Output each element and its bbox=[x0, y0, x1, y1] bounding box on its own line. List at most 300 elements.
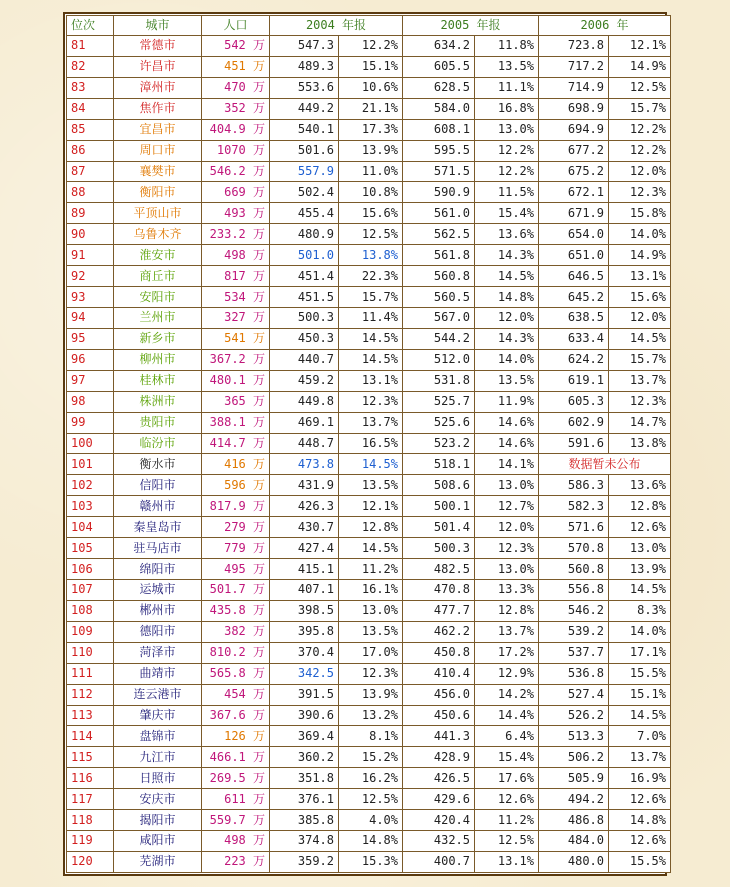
city-cell: 焦作市 bbox=[114, 98, 202, 119]
table-row bbox=[67, 810, 671, 831]
rank-cell: 105 bbox=[67, 538, 114, 559]
gdp-2004-cell: 540.1 bbox=[270, 119, 339, 140]
growth-2005-cell: 11.2% bbox=[475, 810, 539, 831]
city-cell: 日照市 bbox=[114, 768, 202, 789]
growth-2005-cell: 13.0% bbox=[475, 119, 539, 140]
growth-2005-cell: 12.9% bbox=[475, 663, 539, 684]
growth-2004-cell: 17.3% bbox=[339, 119, 403, 140]
city-cell: 德阳市 bbox=[114, 621, 202, 642]
rank-cell: 119 bbox=[67, 831, 114, 852]
growth-2005-cell: 12.7% bbox=[475, 496, 539, 517]
gdp-2006-cell: 723.8 bbox=[539, 36, 609, 57]
growth-2004-cell: 13.9% bbox=[339, 140, 403, 161]
gdp-2006-cell: 717.2 bbox=[539, 56, 609, 77]
table-row bbox=[67, 391, 671, 412]
growth-2004-cell: 14.5% bbox=[339, 454, 403, 475]
city-cell: 安庆市 bbox=[114, 789, 202, 810]
gdp-2006-cell: 591.6 bbox=[539, 433, 609, 454]
population-cell: 495 万 bbox=[202, 559, 270, 580]
city-header: 城市 bbox=[114, 16, 202, 36]
population-cell: 810.2 万 bbox=[202, 642, 270, 663]
growth-2005-cell: 14.5% bbox=[475, 266, 539, 287]
city-cell: 芜湖市 bbox=[114, 851, 202, 872]
table-row bbox=[67, 140, 671, 161]
city-cell: 驻马店市 bbox=[114, 538, 202, 559]
growth-2004-cell: 13.5% bbox=[339, 475, 403, 496]
rank-cell: 101 bbox=[67, 454, 114, 475]
rank-cell: 103 bbox=[67, 496, 114, 517]
growth-2005-cell: 12.6% bbox=[475, 789, 539, 810]
population-cell: 498 万 bbox=[202, 245, 270, 266]
rank-cell: 112 bbox=[67, 684, 114, 705]
gdp-2004-cell: 415.1 bbox=[270, 559, 339, 580]
rank-cell: 111 bbox=[67, 663, 114, 684]
table-row bbox=[67, 433, 671, 454]
rank-cell: 88 bbox=[67, 182, 114, 203]
table-row bbox=[67, 77, 671, 98]
gdp-2006-cell: 480.0 bbox=[539, 851, 609, 872]
rank-cell: 117 bbox=[67, 789, 114, 810]
gdp-2004-cell: 374.8 bbox=[270, 831, 339, 852]
gdp-2006-cell: 539.2 bbox=[539, 621, 609, 642]
growth-2006-cell: 15.8% bbox=[609, 203, 671, 224]
table-row bbox=[67, 579, 671, 600]
gdp-2004-cell: 369.4 bbox=[270, 726, 339, 747]
rank-cell: 94 bbox=[67, 307, 114, 328]
growth-2006-cell: 14.7% bbox=[609, 412, 671, 433]
gdp-2006-cell: 645.2 bbox=[539, 287, 609, 308]
growth-2006-cell: 13.9% bbox=[609, 559, 671, 580]
population-cell: 269.5 万 bbox=[202, 768, 270, 789]
growth-2005-cell: 12.0% bbox=[475, 307, 539, 328]
population-cell: 493 万 bbox=[202, 203, 270, 224]
growth-2005-cell: 12.5% bbox=[475, 831, 539, 852]
growth-2004-cell: 11.0% bbox=[339, 161, 403, 182]
gdp-2005-cell: 420.4 bbox=[403, 810, 475, 831]
growth-2005-cell: 12.2% bbox=[475, 161, 539, 182]
growth-2005-cell: 15.4% bbox=[475, 747, 539, 768]
growth-2006-cell: 15.1% bbox=[609, 684, 671, 705]
population-cell: 542 万 bbox=[202, 36, 270, 57]
gdp-2004-cell: 390.6 bbox=[270, 705, 339, 726]
gdp-2005-cell: 590.9 bbox=[403, 182, 475, 203]
city-gdp-ranking-table-frame bbox=[63, 12, 667, 876]
city-cell: 菏泽市 bbox=[114, 642, 202, 663]
gdp-2006-cell: 570.8 bbox=[539, 538, 609, 559]
gdp-2005-cell: 562.5 bbox=[403, 224, 475, 245]
city-cell: 曲靖市 bbox=[114, 663, 202, 684]
growth-2005-cell: 17.2% bbox=[475, 642, 539, 663]
growth-2006-cell: 13.0% bbox=[609, 538, 671, 559]
city-cell: 九江市 bbox=[114, 747, 202, 768]
growth-2006-cell: 13.1% bbox=[609, 266, 671, 287]
city-cell: 盘锦市 bbox=[114, 726, 202, 747]
table-row bbox=[67, 245, 671, 266]
gdp-2004-cell: 501.0 bbox=[270, 245, 339, 266]
population-cell: 498 万 bbox=[202, 831, 270, 852]
table-row bbox=[67, 538, 671, 559]
rank-cell: 81 bbox=[67, 36, 114, 57]
table-row bbox=[67, 621, 671, 642]
table-row bbox=[67, 182, 671, 203]
growth-2006-cell: 12.6% bbox=[609, 517, 671, 538]
gdp-2004-cell: 455.4 bbox=[270, 203, 339, 224]
population-cell: 454 万 bbox=[202, 684, 270, 705]
city-cell: 兰州市 bbox=[114, 307, 202, 328]
rank-header: 位次 bbox=[67, 16, 114, 36]
header-row bbox=[67, 16, 671, 36]
city-cell: 新乡市 bbox=[114, 328, 202, 349]
growth-2004-cell: 16.2% bbox=[339, 768, 403, 789]
city-cell: 秦皇岛市 bbox=[114, 517, 202, 538]
rank-cell: 109 bbox=[67, 621, 114, 642]
gdp-2004-cell: 360.2 bbox=[270, 747, 339, 768]
population-cell: 223 万 bbox=[202, 851, 270, 872]
gdp-2006-cell: 586.3 bbox=[539, 475, 609, 496]
city-cell: 肇庆市 bbox=[114, 705, 202, 726]
population-cell: 126 万 bbox=[202, 726, 270, 747]
gdp-2004-cell: 398.5 bbox=[270, 600, 339, 621]
gdp-2005-cell: 525.6 bbox=[403, 412, 475, 433]
gdp-2005-cell: 500.3 bbox=[403, 538, 475, 559]
growth-2005-cell: 12.0% bbox=[475, 517, 539, 538]
population-cell: 233.2 万 bbox=[202, 224, 270, 245]
gdp-2005-cell: 500.1 bbox=[403, 496, 475, 517]
population-cell: 817 万 bbox=[202, 266, 270, 287]
table-row bbox=[67, 307, 671, 328]
growth-2005-cell: 17.6% bbox=[475, 768, 539, 789]
table-body bbox=[67, 36, 671, 873]
growth-2005-cell: 11.5% bbox=[475, 182, 539, 203]
population-cell: 435.8 万 bbox=[202, 600, 270, 621]
table-row bbox=[67, 705, 671, 726]
rank-cell: 97 bbox=[67, 370, 114, 391]
population-cell: 501.7 万 bbox=[202, 579, 270, 600]
gdp-2004-cell: 469.1 bbox=[270, 412, 339, 433]
gdp-2004-cell: 489.3 bbox=[270, 56, 339, 77]
gdp-2004-cell: 351.8 bbox=[270, 768, 339, 789]
table-row bbox=[67, 454, 671, 475]
table-row bbox=[67, 119, 671, 140]
growth-2005-cell: 14.1% bbox=[475, 454, 539, 475]
growth-2004-cell: 12.5% bbox=[339, 224, 403, 245]
growth-2004-cell: 11.4% bbox=[339, 307, 403, 328]
growth-2005-cell: 12.2% bbox=[475, 140, 539, 161]
growth-2004-cell: 12.5% bbox=[339, 789, 403, 810]
gdp-2005-cell: 544.2 bbox=[403, 328, 475, 349]
rank-cell: 92 bbox=[67, 266, 114, 287]
table-row bbox=[67, 203, 671, 224]
gdp-2005-cell: 450.8 bbox=[403, 642, 475, 663]
table-row bbox=[67, 496, 671, 517]
growth-2006-cell: 12.1% bbox=[609, 36, 671, 57]
city-cell: 衡阳市 bbox=[114, 182, 202, 203]
growth-2004-cell: 15.6% bbox=[339, 203, 403, 224]
rank-cell: 110 bbox=[67, 642, 114, 663]
growth-2005-cell: 14.6% bbox=[475, 412, 539, 433]
gdp-2005-cell: 560.5 bbox=[403, 287, 475, 308]
growth-2004-cell: 16.1% bbox=[339, 579, 403, 600]
growth-2004-cell: 15.7% bbox=[339, 287, 403, 308]
growth-2005-cell: 15.4% bbox=[475, 203, 539, 224]
gdp-2006-cell: 582.3 bbox=[539, 496, 609, 517]
population-cell: 416 万 bbox=[202, 454, 270, 475]
growth-2005-cell: 14.6% bbox=[475, 433, 539, 454]
population-cell: 480.1 万 bbox=[202, 370, 270, 391]
population-cell: 596 万 bbox=[202, 475, 270, 496]
gdp-2005-cell: 531.8 bbox=[403, 370, 475, 391]
growth-2005-cell: 11.9% bbox=[475, 391, 539, 412]
rank-cell: 100 bbox=[67, 433, 114, 454]
growth-2006-cell: 13.7% bbox=[609, 747, 671, 768]
city-cell: 柳州市 bbox=[114, 349, 202, 370]
population-cell: 404.9 万 bbox=[202, 119, 270, 140]
city-cell: 淮安市 bbox=[114, 245, 202, 266]
growth-2006-cell: 8.3% bbox=[609, 600, 671, 621]
table-row bbox=[67, 349, 671, 370]
growth-2005-cell: 13.3% bbox=[475, 579, 539, 600]
growth-2006-cell: 15.7% bbox=[609, 349, 671, 370]
gdp-2004-cell: 342.5 bbox=[270, 663, 339, 684]
rank-cell: 95 bbox=[67, 328, 114, 349]
table-row bbox=[67, 684, 671, 705]
growth-2005-cell: 13.5% bbox=[475, 370, 539, 391]
gdp-2006-cell: 633.4 bbox=[539, 328, 609, 349]
gdp-2005-cell: 477.7 bbox=[403, 600, 475, 621]
population-cell: 541 万 bbox=[202, 328, 270, 349]
rank-cell: 89 bbox=[67, 203, 114, 224]
growth-2004-cell: 14.5% bbox=[339, 538, 403, 559]
rank-cell: 118 bbox=[67, 810, 114, 831]
city-cell: 常德市 bbox=[114, 36, 202, 57]
population-cell: 779 万 bbox=[202, 538, 270, 559]
growth-2006-cell: 12.3% bbox=[609, 182, 671, 203]
growth-2006-cell: 7.0% bbox=[609, 726, 671, 747]
gdp-2006-cell: 677.2 bbox=[539, 140, 609, 161]
growth-2004-cell: 12.3% bbox=[339, 391, 403, 412]
growth-2004-cell: 13.7% bbox=[339, 412, 403, 433]
gdp-2004-cell: 359.2 bbox=[270, 851, 339, 872]
table-row bbox=[67, 851, 671, 872]
gdp-2004-cell: 501.6 bbox=[270, 140, 339, 161]
growth-2006-cell: 14.0% bbox=[609, 621, 671, 642]
gdp-2006-cell: 654.0 bbox=[539, 224, 609, 245]
year-2004-header: 2004 年报 bbox=[270, 16, 403, 36]
gdp-2005-cell: 470.8 bbox=[403, 579, 475, 600]
population-cell: 367.2 万 bbox=[202, 349, 270, 370]
city-cell: 乌鲁木齐 bbox=[114, 224, 202, 245]
population-cell: 470 万 bbox=[202, 77, 270, 98]
city-cell: 襄樊市 bbox=[114, 161, 202, 182]
gdp-2006-cell: 556.8 bbox=[539, 579, 609, 600]
growth-2006-cell: 16.9% bbox=[609, 768, 671, 789]
growth-2005-cell: 13.6% bbox=[475, 224, 539, 245]
gdp-2005-cell: 456.0 bbox=[403, 684, 475, 705]
growth-2004-cell: 11.2% bbox=[339, 559, 403, 580]
population-cell: 817.9 万 bbox=[202, 496, 270, 517]
gdp-2006-cell: 602.9 bbox=[539, 412, 609, 433]
city-cell: 商丘市 bbox=[114, 266, 202, 287]
population-cell: 279 万 bbox=[202, 517, 270, 538]
gdp-2004-cell: 430.7 bbox=[270, 517, 339, 538]
gdp-2005-cell: 428.9 bbox=[403, 747, 475, 768]
gdp-2004-cell: 557.9 bbox=[270, 161, 339, 182]
gdp-2005-cell: 571.5 bbox=[403, 161, 475, 182]
growth-2004-cell: 15.2% bbox=[339, 747, 403, 768]
population-cell: 382 万 bbox=[202, 621, 270, 642]
gdp-2006-cell: 675.2 bbox=[539, 161, 609, 182]
growth-2004-cell: 16.5% bbox=[339, 433, 403, 454]
gdp-2005-cell: 512.0 bbox=[403, 349, 475, 370]
gdp-2006-cell: 513.3 bbox=[539, 726, 609, 747]
gdp-2005-cell: 634.2 bbox=[403, 36, 475, 57]
gdp-2006-cell: 494.2 bbox=[539, 789, 609, 810]
gdp-2004-cell: 427.4 bbox=[270, 538, 339, 559]
table-row bbox=[67, 475, 671, 496]
growth-2005-cell: 14.3% bbox=[475, 245, 539, 266]
rank-cell: 83 bbox=[67, 77, 114, 98]
gdp-2006-cell: 526.2 bbox=[539, 705, 609, 726]
rank-cell: 85 bbox=[67, 119, 114, 140]
growth-2004-cell: 22.3% bbox=[339, 266, 403, 287]
city-cell: 临汾市 bbox=[114, 433, 202, 454]
gdp-2006-cell: 651.0 bbox=[539, 245, 609, 266]
growth-2006-cell: 17.1% bbox=[609, 642, 671, 663]
growth-2004-cell: 14.5% bbox=[339, 349, 403, 370]
growth-2004-cell: 15.1% bbox=[339, 56, 403, 77]
population-cell: 669 万 bbox=[202, 182, 270, 203]
gdp-2005-cell: 482.5 bbox=[403, 559, 475, 580]
city-cell: 桂林市 bbox=[114, 370, 202, 391]
rank-cell: 99 bbox=[67, 412, 114, 433]
table-row bbox=[67, 98, 671, 119]
table-row bbox=[67, 747, 671, 768]
growth-2004-cell: 13.9% bbox=[339, 684, 403, 705]
growth-2006-cell: 12.3% bbox=[609, 391, 671, 412]
city-cell: 宜昌市 bbox=[114, 119, 202, 140]
growth-2005-cell: 13.1% bbox=[475, 851, 539, 872]
year-2006-header: 2006 年 bbox=[539, 16, 671, 36]
gdp-2005-cell: 567.0 bbox=[403, 307, 475, 328]
city-cell: 安阳市 bbox=[114, 287, 202, 308]
gdp-2004-cell: 449.8 bbox=[270, 391, 339, 412]
gdp-2005-cell: 450.6 bbox=[403, 705, 475, 726]
growth-2004-cell: 14.8% bbox=[339, 831, 403, 852]
gdp-2006-cell: 714.9 bbox=[539, 77, 609, 98]
city-cell: 信阳市 bbox=[114, 475, 202, 496]
growth-2004-cell: 13.0% bbox=[339, 600, 403, 621]
growth-2006-cell: 12.8% bbox=[609, 496, 671, 517]
gdp-2005-cell: 560.8 bbox=[403, 266, 475, 287]
population-cell: 1070 万 bbox=[202, 140, 270, 161]
gdp-2006-cell: 646.5 bbox=[539, 266, 609, 287]
gdp-2004-cell: 370.4 bbox=[270, 642, 339, 663]
city-cell: 平顶山市 bbox=[114, 203, 202, 224]
rank-cell: 108 bbox=[67, 600, 114, 621]
rank-cell: 120 bbox=[67, 851, 114, 872]
gdp-2004-cell: 391.5 bbox=[270, 684, 339, 705]
growth-2005-cell: 6.4% bbox=[475, 726, 539, 747]
gdp-2005-cell: 605.5 bbox=[403, 56, 475, 77]
gdp-2005-cell: 628.5 bbox=[403, 77, 475, 98]
population-header: 人口 bbox=[202, 16, 270, 36]
growth-2005-cell: 13.0% bbox=[475, 475, 539, 496]
rank-cell: 90 bbox=[67, 224, 114, 245]
gdp-2005-cell: 525.7 bbox=[403, 391, 475, 412]
gdp-2004-cell: 376.1 bbox=[270, 789, 339, 810]
growth-2005-cell: 11.8% bbox=[475, 36, 539, 57]
table-row bbox=[67, 161, 671, 182]
population-cell: 546.2 万 bbox=[202, 161, 270, 182]
gdp-2006-cell: 571.6 bbox=[539, 517, 609, 538]
growth-2005-cell: 13.0% bbox=[475, 559, 539, 580]
gdp-2005-cell: 608.1 bbox=[403, 119, 475, 140]
growth-2004-cell: 12.2% bbox=[339, 36, 403, 57]
rank-cell: 102 bbox=[67, 475, 114, 496]
city-cell: 连云港市 bbox=[114, 684, 202, 705]
gdp-2004-cell: 431.9 bbox=[270, 475, 339, 496]
gdp-2006-cell: 694.9 bbox=[539, 119, 609, 140]
gdp-2004-cell: 449.2 bbox=[270, 98, 339, 119]
growth-2006-cell: 13.7% bbox=[609, 370, 671, 391]
gdp-2005-cell: 400.7 bbox=[403, 851, 475, 872]
gdp-2005-cell: 523.2 bbox=[403, 433, 475, 454]
growth-2004-cell: 15.3% bbox=[339, 851, 403, 872]
population-cell: 388.1 万 bbox=[202, 412, 270, 433]
growth-2006-cell: 14.9% bbox=[609, 245, 671, 266]
population-cell: 414.7 万 bbox=[202, 433, 270, 454]
table-row bbox=[67, 224, 671, 245]
gdp-2006-cell: 698.9 bbox=[539, 98, 609, 119]
gdp-2005-cell: 518.1 bbox=[403, 454, 475, 475]
growth-2005-cell: 14.0% bbox=[475, 349, 539, 370]
rank-cell: 87 bbox=[67, 161, 114, 182]
table-row bbox=[67, 56, 671, 77]
rank-cell: 113 bbox=[67, 705, 114, 726]
gdp-2004-cell: 553.6 bbox=[270, 77, 339, 98]
growth-2006-cell: 14.5% bbox=[609, 579, 671, 600]
gdp-2004-cell: 407.1 bbox=[270, 579, 339, 600]
rank-cell: 106 bbox=[67, 559, 114, 580]
table-row bbox=[67, 600, 671, 621]
growth-2004-cell: 13.5% bbox=[339, 621, 403, 642]
rank-cell: 91 bbox=[67, 245, 114, 266]
growth-2005-cell: 12.3% bbox=[475, 538, 539, 559]
table-row bbox=[67, 642, 671, 663]
gdp-2006-cell: 506.2 bbox=[539, 747, 609, 768]
growth-2004-cell: 12.8% bbox=[339, 517, 403, 538]
growth-2005-cell: 12.8% bbox=[475, 600, 539, 621]
rank-cell: 98 bbox=[67, 391, 114, 412]
growth-2004-cell: 10.8% bbox=[339, 182, 403, 203]
gdp-2006-cell: 672.1 bbox=[539, 182, 609, 203]
growth-2005-cell: 14.4% bbox=[475, 705, 539, 726]
gdp-2005-cell: 595.5 bbox=[403, 140, 475, 161]
table-row bbox=[67, 370, 671, 391]
table-row bbox=[67, 559, 671, 580]
gdp-2004-cell: 480.9 bbox=[270, 224, 339, 245]
population-cell: 534 万 bbox=[202, 287, 270, 308]
gdp-2006-cell: 619.1 bbox=[539, 370, 609, 391]
growth-2005-cell: 16.8% bbox=[475, 98, 539, 119]
gdp-2006-cell: 527.4 bbox=[539, 684, 609, 705]
city-cell: 周口市 bbox=[114, 140, 202, 161]
growth-2004-cell: 12.1% bbox=[339, 496, 403, 517]
gdp-2004-cell: 502.4 bbox=[270, 182, 339, 203]
rank-cell: 86 bbox=[67, 140, 114, 161]
growth-2006-cell: 12.6% bbox=[609, 789, 671, 810]
city-cell: 株洲市 bbox=[114, 391, 202, 412]
